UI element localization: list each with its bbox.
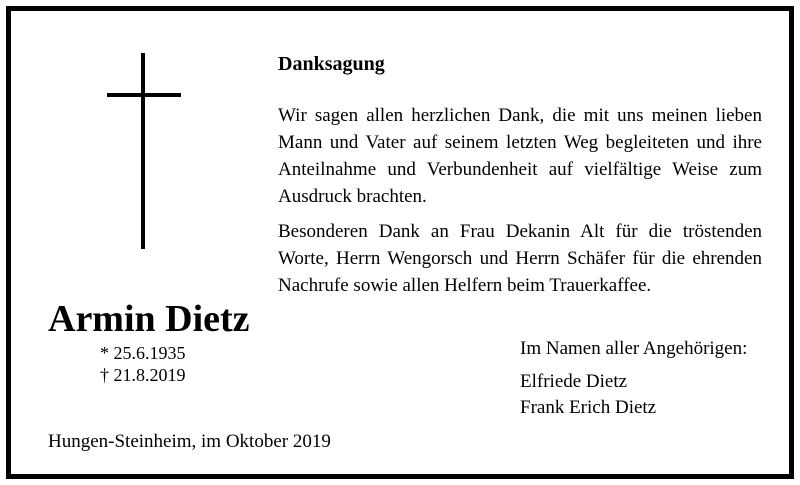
- cross-vertical-bar: [141, 53, 145, 249]
- signature-name: Frank Erich Dietz: [520, 397, 657, 418]
- signature-name: Elfriede Dietz: [520, 371, 628, 392]
- signature-intro: Im Namen aller Angehörigen:: [520, 338, 748, 359]
- paragraph-line: Anteilnahme und Verbundenheit auf vielfältige Weise zum: [278, 159, 762, 180]
- cross-horizontal-bar: [107, 93, 181, 97]
- place-and-date: Hungen-Steinheim, im Oktober 2019: [48, 431, 331, 452]
- death-date: † 21.8.2019: [100, 365, 186, 385]
- birth-date: * 25.6.1935: [100, 343, 186, 363]
- thanks-paragraph-2: [278, 218, 762, 299]
- notice-frame: [6, 6, 794, 479]
- paragraph-line: Besonderen Dank an Frau Dekanin Alt für die tröstenden: [278, 221, 762, 242]
- paragraph-line: Wir sagen allen herzlichen Dank, die mit uns meinen lieben: [278, 105, 762, 126]
- deceased-name: Armin Dietz: [48, 298, 250, 340]
- paragraph-line: Ausdruck brachten.: [278, 186, 427, 207]
- thanks-paragraph-1: [278, 102, 762, 210]
- paragraph-line: Mann und Vater auf seinem letzten Weg begleiteten und ihre: [278, 132, 762, 153]
- paragraph-line: Worte, Herrn Wengorsch und Herrn Schäfer für die ehrenden: [278, 248, 762, 269]
- paragraph-line: Nachrufe sowie allen Helfern beim Trauerkaffee.: [278, 275, 652, 296]
- notice-heading: Danksagung: [278, 53, 385, 75]
